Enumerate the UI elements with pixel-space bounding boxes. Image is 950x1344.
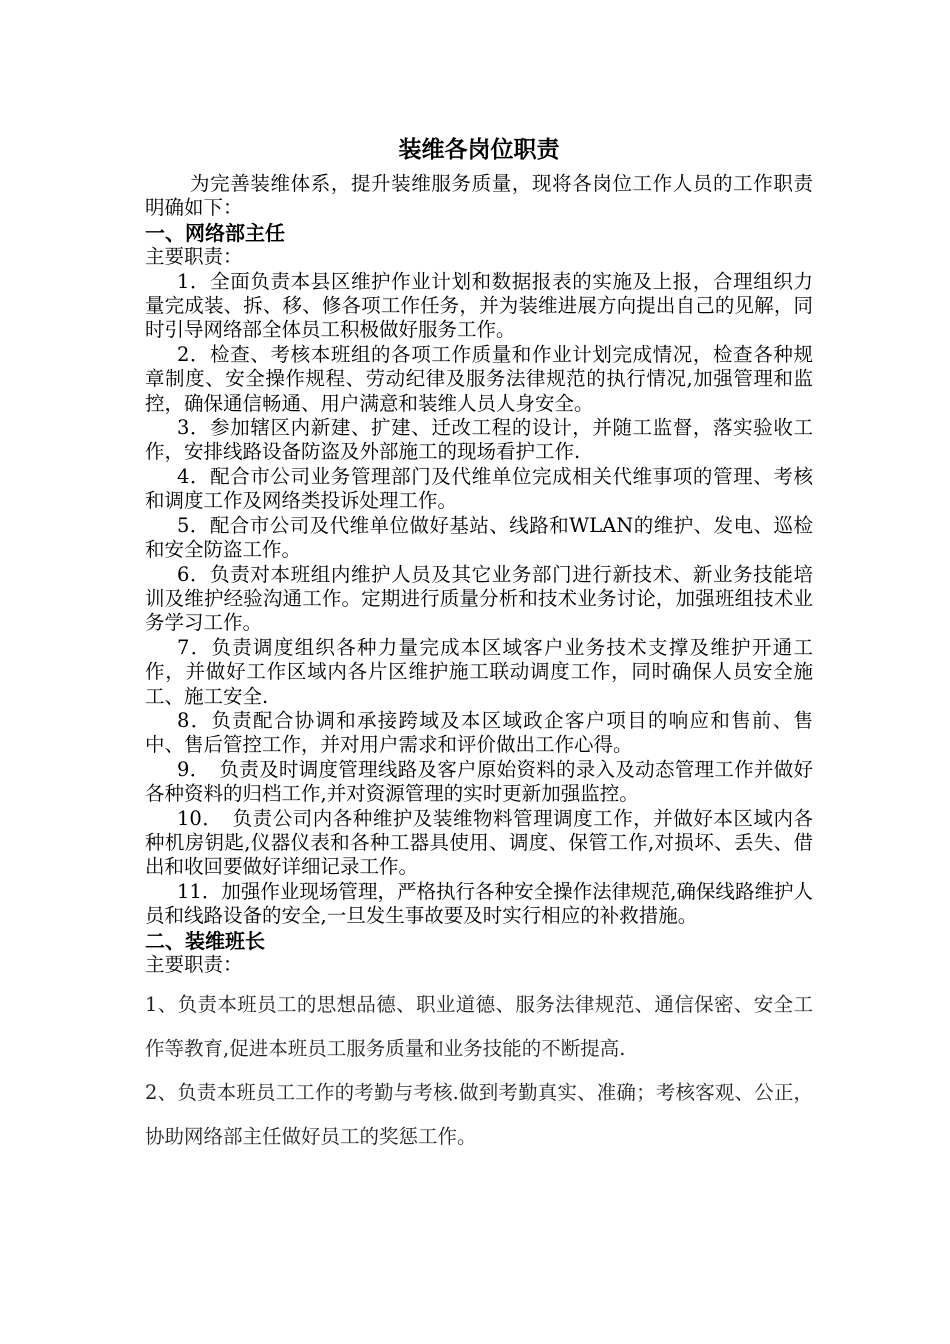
intro-paragraph: 为完善装维体系，提升装维服务质量，现将各岗位工作人员的工作职责明确如下： <box>145 172 813 220</box>
duty-item: 2．检查、考核本班组的各项工作质量和作业计划完成情况，检查各种规章制度、安全操作规程、劳动纪律及服务法律规范的执行情况,加强管理和监控，确保通信畅通、用户满意和装维人员人身安全。 <box>145 342 813 415</box>
duty-item: 8．负责配合协调和承接跨域及本区域政企客户项目的响应和售前、售中、售后管控工作，并对用户需求和评价做出工作心得。 <box>145 708 813 757</box>
duty-item: 10． 负责公司内各种维护及装维物料管理调度工作，并做好本区域内各种机房钥匙,仪器仪表和各种工器具使用、调度、保管工作,对损坏、丢失、借出和收回要做好详细记录工作。 <box>145 806 813 879</box>
duty-item: 9． 负责及时调度管理线路及客户原始资料的录入及动态管理工作并做好各种资料的归档工作,并对资源管理的实时更新加强监控。 <box>145 757 813 806</box>
section-team-leader <box>145 929 813 1160</box>
section-network-director <box>145 221 813 929</box>
section-heading: 二、装维班长 <box>145 928 265 953</box>
duty-item: 2、负责本班员工工作的考勤与考核.做到考勤真实、准确；考核客观、公正，协助网络部主任做好员工的奖惩工作。 <box>145 1081 813 1149</box>
document-title: 装维各岗位职责 <box>398 136 560 163</box>
duty-item: 1．全面负责本县区维护作业计划和数据报表的实施及上报，合理组织力量完成装、拆、移、修各项工作任务，并为装维进展方向提出自己的见解，同时引导网络部全体员工积极做好服务工作。 <box>145 269 813 342</box>
duty-item: 4．配合市公司业务管理部门及代维单位完成相关代维事项的管理、考核和调度工作及网络类投诉处理工作。 <box>145 464 813 513</box>
section-heading: 一、网络部主任 <box>145 220 285 245</box>
section-subheading: 主要职责： <box>145 953 243 976</box>
duty-item: 7．负责调度组织各种力量完成本区域客户业务技术支撑及维护开通工作，并做好工作区域内各片区维护施工联动调度工作，同时确保人员安全施工、施工安全. <box>145 635 813 708</box>
duty-item: 1、负责本班员工的思想品德、职业道德、服务法律规范、通信保密、安全工作等教育,促进本班员工服务质量和业务技能的不断提高. <box>145 993 813 1061</box>
duty-item: 11．加强作业现场管理，严格执行各种安全操作法律规范,确保线路维护人员和线路设备的安全,一旦发生事故要及时实行相应的补救措施。 <box>145 879 813 928</box>
duty-item: 5．配合市公司及代维单位做好基站、线路和WLAN的维护、发电、巡检和安全防盗工作。 <box>145 513 813 562</box>
duty-item: 3．参加辖区内新建、扩建、迁改工程的设计，并随工监督，落实验收工作，安排线路设备防盗及外部施工的现场看护工作. <box>145 416 813 464</box>
document-page <box>145 132 813 1159</box>
duty-item: 6．负责对本班组内维护人员及其它业务部门进行新技术、新业务技能培训及维护经验沟通工作。定期进行质量分析和技术业务讨论，加强班组技术业务学习工作。 <box>145 562 813 635</box>
section-subheading: 主要职责： <box>145 245 243 269</box>
